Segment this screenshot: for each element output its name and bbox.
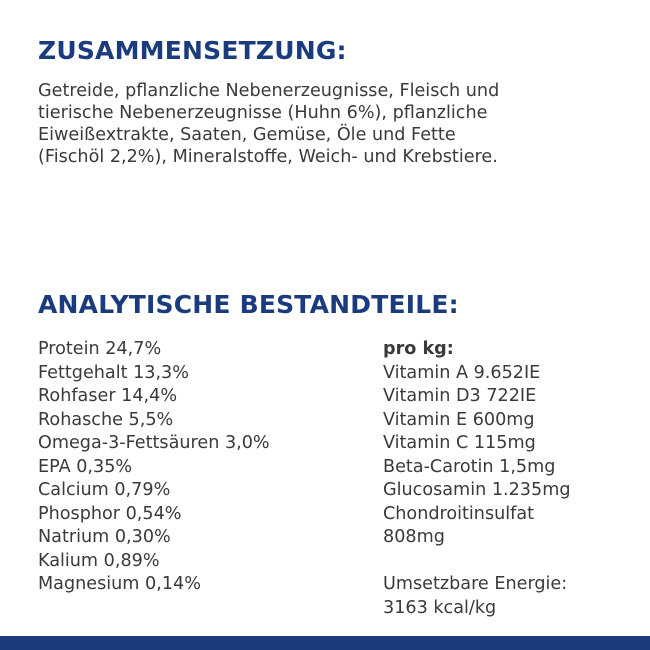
analytics-item: Phosphor 0,54% <box>38 503 182 524</box>
vitamin-item: Vitamin C 115mg <box>383 433 536 453</box>
analytics-right-list <box>383 338 571 620</box>
composition-line: (Fischöl 2,2%), Mineralstoffe, Weich- und Krebstiere. <box>38 147 498 167</box>
vitamin-item: Vitamin E 600mg <box>383 409 535 430</box>
analytics-item: Calcium 0,79% <box>38 480 171 500</box>
composition-line: Getreide, pflanzliche Nebenerzeugnisse, Fleisch und <box>38 81 500 101</box>
composition-line: Eiweißextrakte, Saaten, Gemüse, Öle und Fette <box>38 125 456 145</box>
per-kg-label: pro kg: <box>383 339 454 359</box>
energy-value: 3163 kcal/kg <box>383 597 497 618</box>
list-spacer <box>383 550 571 574</box>
energy-label: Umsetzbare Energie: <box>383 574 568 594</box>
vitamin-item: Vitamin A 9.652IE <box>383 362 541 383</box>
analytics-item: Fettgehalt 13,3% <box>38 362 189 383</box>
vitamin-item: Chondroitinsulfat <box>383 503 535 524</box>
analytics-item: Kalium 0,89% <box>38 550 160 571</box>
vitamin-item: Beta-Carotin 1,5mg <box>383 456 556 477</box>
analytics-item: Omega-3-Fettsäuren 3,0% <box>38 433 270 453</box>
analytics-item: EPA 0,35% <box>38 456 133 477</box>
analytics-item: Rohfaser 14,4% <box>38 386 178 406</box>
vitamin-item: 808mg <box>383 527 445 547</box>
analytics-item: Protein 24,7% <box>38 339 162 359</box>
vitamin-item: Vitamin D3 722IE <box>383 386 537 406</box>
analytics-item: Magnesium 0,14% <box>38 574 201 594</box>
vitamin-item: Glucosamin 1.235mg <box>383 480 571 500</box>
composition-line: tierische Nebenerzeugnisse (Huhn 6%), pflanzliche <box>38 103 488 123</box>
analytics-item: Natrium 0,30% <box>38 527 171 547</box>
composition-heading: ZUSAMMENSETZUNG: <box>38 36 347 65</box>
footer-bar <box>0 636 650 650</box>
analytics-left-list <box>38 338 270 597</box>
analytics-heading: ANALYTISCHE BESTANDTEILE: <box>38 290 459 319</box>
analytics-item: Rohasche 5,5% <box>38 409 174 430</box>
composition-text <box>38 80 628 168</box>
